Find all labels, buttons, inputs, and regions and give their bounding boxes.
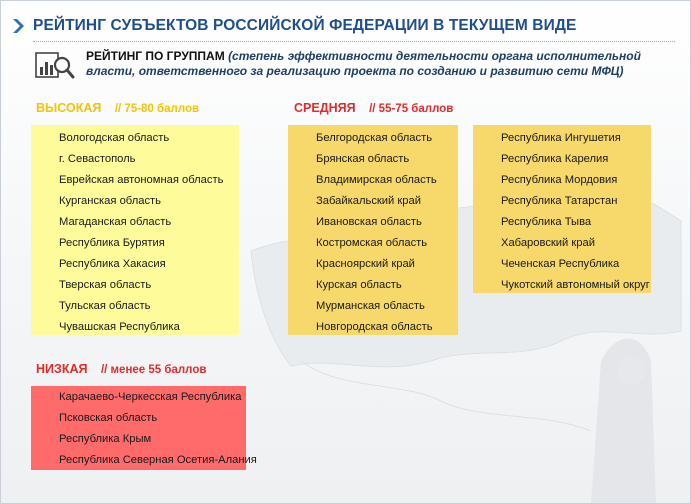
group-medium-range: // 55-75 баллов (369, 103, 454, 115)
group-low-list (31, 386, 257, 470)
list-item: Республика Татарстан (501, 195, 618, 207)
list-item: Курская область (316, 279, 402, 291)
list-item: Республика Крым (59, 433, 152, 445)
list-item: г. Севастополь (59, 153, 136, 165)
group-low-title: НИЗКАЯ (36, 362, 88, 376)
list-item: Республика Бурятия (59, 237, 165, 249)
subtitle-lead: РЕЙТИНГ ПО ГРУППАМ (86, 49, 225, 63)
list-item: Псковская область (59, 412, 158, 424)
subtitle-note: (степень эффективности деятельности органа исполнительной власти, ответственного за реализацию проекта по созданию и развитию сети МФЦ) (86, 49, 641, 78)
list-item: Тульская область (59, 300, 151, 312)
list-item: Республика Хакасия (59, 258, 166, 270)
list-item: Карачаево-Черкесская Республика (59, 391, 242, 403)
chart-magnifier-icon (35, 51, 75, 81)
group-low-label (36, 362, 206, 376)
page-title: РЕЙТИНГ СУБЪЕКТОВ РОССИЙСКОЙ ФЕДЕРАЦИИ В ТЕКУЩЕМ ВИДЕ (33, 17, 577, 34)
list-item: Хабаровский край (501, 237, 596, 249)
list-item: Республика Тыва (501, 216, 592, 228)
list-item: Красноярский край (316, 258, 415, 270)
list-item: Курганская область (59, 195, 161, 207)
list-item: Новгородская область (316, 321, 433, 333)
list-item: Республика Мордовия (501, 174, 618, 186)
group-high-list (31, 125, 239, 335)
list-item: Забайкальский край (316, 195, 422, 207)
list-item: Республика Карелия (501, 153, 609, 165)
list-item: Белгородская область (316, 132, 433, 144)
list-item: Ивановская область (316, 216, 422, 228)
group-medium-list-1 (288, 125, 458, 335)
group-low-range: // менее 55 баллов (100, 364, 207, 376)
list-item: Еврейская автономная область (59, 174, 224, 186)
list-item: Брянская область (316, 153, 410, 165)
chevron-right-icon (11, 18, 25, 34)
list-item: Костромская область (316, 237, 428, 249)
list-item: Тверская область (59, 279, 152, 291)
list-item: Владимирская область (316, 174, 437, 186)
group-medium-title: СРЕДНЯЯ (294, 101, 356, 115)
list-item: Вологодская область (59, 132, 170, 144)
group-high-title: ВЫСОКАЯ (36, 101, 102, 115)
group-medium-label (294, 101, 453, 115)
list-item: Чувашская Республика (59, 321, 180, 333)
list-item: Республика Северная Осетия-Алания (59, 454, 257, 466)
list-item: Чеченская Республика (501, 258, 620, 270)
title-divider (33, 41, 675, 43)
list-item: Мурманская область (316, 300, 425, 312)
list-item: Республика Ингушетия (501, 132, 621, 144)
list-item: Магаданская область (59, 216, 172, 228)
subtitle (86, 49, 671, 79)
group-medium-list-2 (473, 125, 651, 293)
list-item: Чукотский автономный округ (501, 279, 650, 291)
group-high-range: // 75-80 баллов (114, 103, 200, 115)
group-high-label (36, 101, 199, 115)
